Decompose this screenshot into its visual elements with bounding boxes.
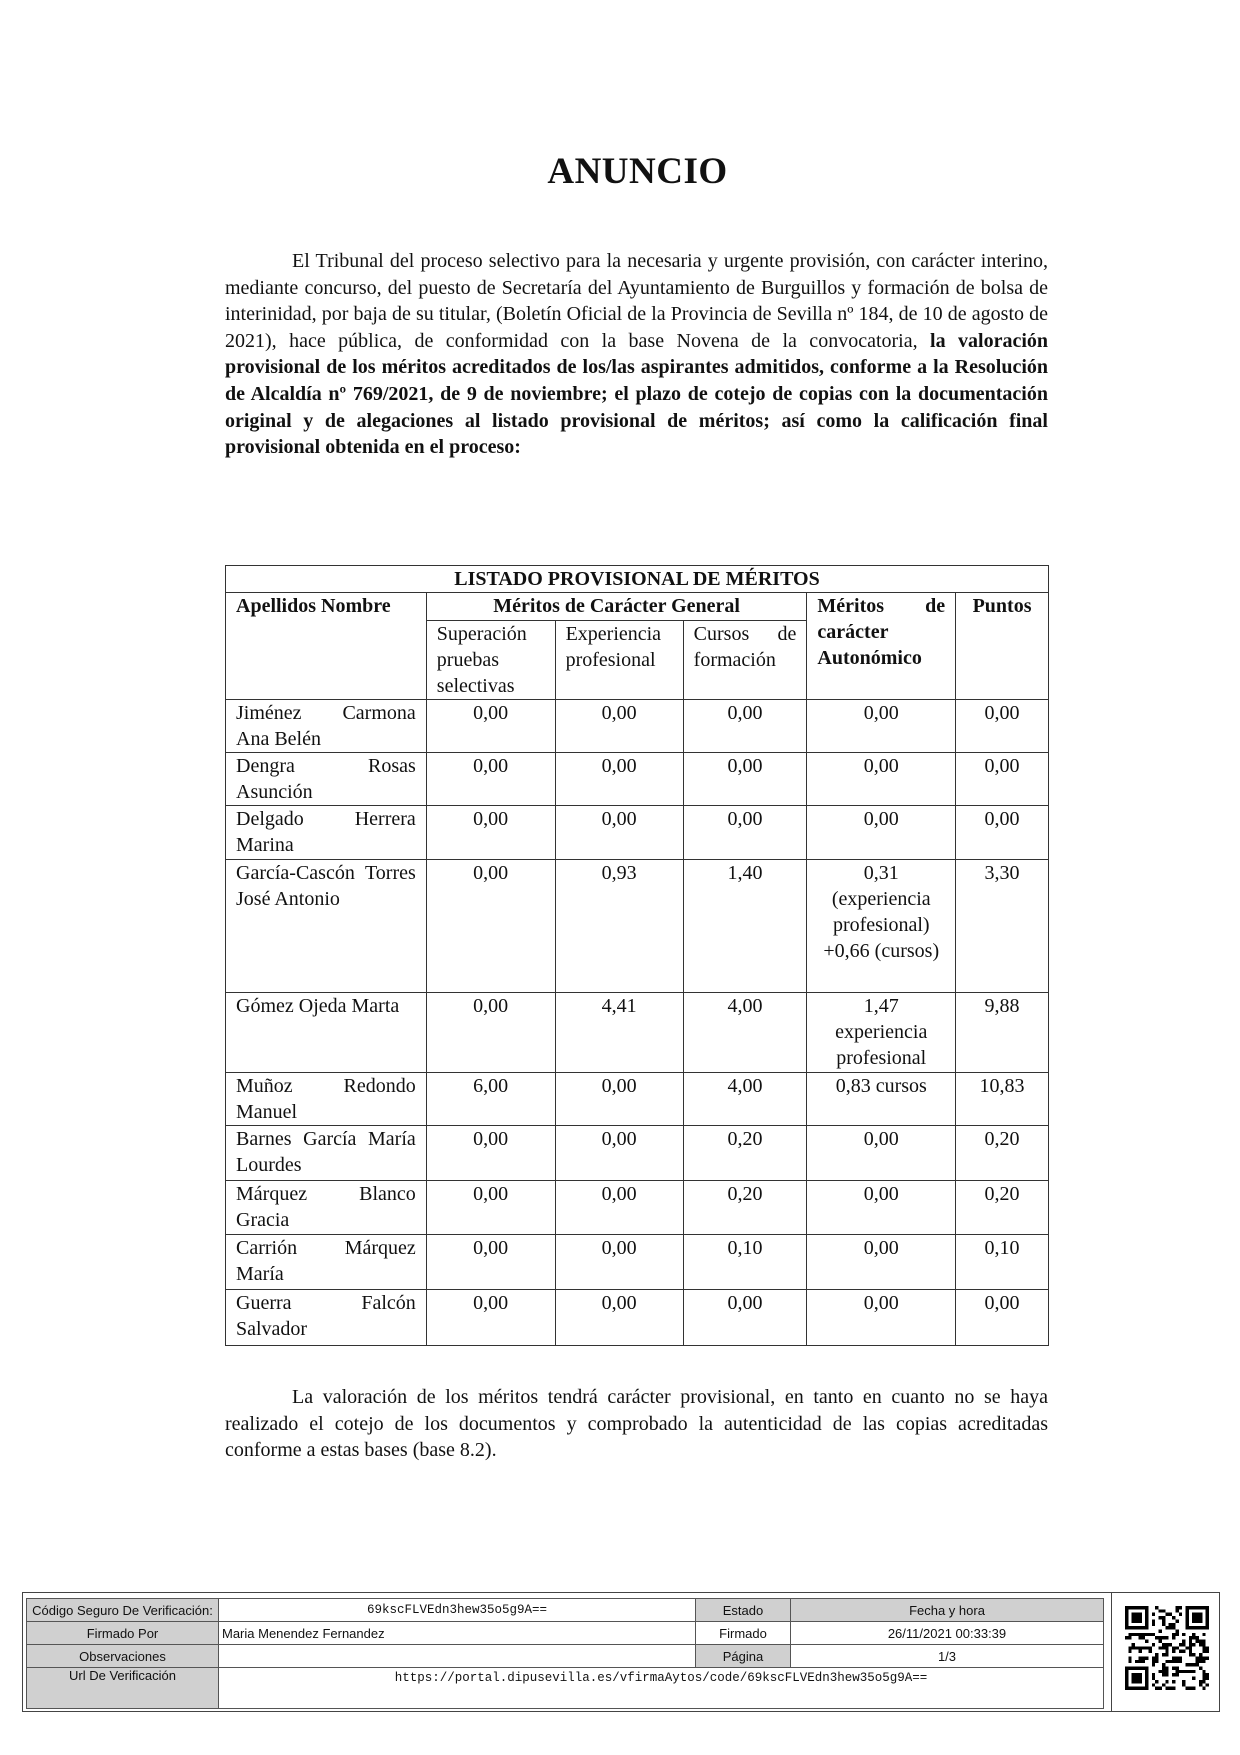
cell-puntos: 0,00: [956, 753, 1049, 806]
cell-name: Barnes García María Lourdes: [226, 1126, 427, 1181]
cell-autonomico: 0,31 (experiencia profesional) +0,66 (cursos): [807, 860, 956, 993]
cell-cursos: 4,00: [683, 1073, 807, 1126]
cell-name: Delgado Herrera Marina: [226, 806, 427, 860]
cell-superacion: 0,00: [426, 1181, 555, 1235]
cell-puntos: 0,10: [956, 1235, 1049, 1290]
observaciones-label: Observaciones: [27, 1645, 219, 1668]
cell-name: Carrión Márquez María: [226, 1235, 427, 1290]
cell-superacion: 0,00: [426, 700, 555, 753]
cell-name: Guerra Falcón Salvador: [226, 1290, 427, 1346]
intro-paragraph: [225, 248, 1048, 461]
intro-plain-text: El Tribunal del proceso selectivo para la necesaria y urgente provisión, con carácter interino, mediante concurso, del puesto de Secretaría del Ayuntamiento de Burguillos y formación de bolsa de interinidad, por baja de su titular, (Boletín Oficial de la Provincia de Sevilla nº 184, de 10 de agosto de 2021), hace pública, de conformidad con la base Novena de la convocatoria,: [225, 250, 1048, 352]
cell-name: Dengra Rosas Asunción: [226, 753, 427, 806]
table-row: [226, 753, 1049, 806]
cell-cursos: 0,00: [683, 806, 807, 860]
table-row: [226, 993, 1049, 1073]
cell-experiencia: 0,00: [555, 1181, 683, 1235]
table-row: [226, 1235, 1049, 1290]
cell-name: Márquez Blanco Gracia: [226, 1181, 427, 1235]
cell-puntos: 0,00: [956, 806, 1049, 860]
cell-name: Gómez Ojeda Marta: [226, 993, 427, 1073]
table-row: [226, 1290, 1049, 1346]
table-row: [226, 860, 1049, 993]
header-points: Puntos: [956, 593, 1049, 700]
verification-table: [26, 1598, 1104, 1709]
table-row: [226, 1073, 1049, 1126]
cell-puntos: 3,30: [956, 860, 1049, 993]
closing-text: La valoración de los méritos tendrá carácter provisional, en tanto en cuanto no se haya realizado el cotejo de los documentos y comprobado la autenticidad de las copias acreditadas conforme a estas bases (base 8.2).: [225, 1386, 1048, 1462]
estado-value: Firmado: [696, 1622, 791, 1645]
cell-experiencia: 0,00: [555, 1126, 683, 1181]
cell-cursos: 1,40: [683, 860, 807, 993]
cell-puntos: 0,00: [956, 1290, 1049, 1346]
csv-label: Código Seguro De Verificación:: [27, 1599, 219, 1622]
cell-puntos: 0,20: [956, 1126, 1049, 1181]
firmado-por-value: Maria Menendez Fernandez: [219, 1622, 696, 1645]
page-title: ANUNCIO: [547, 151, 728, 192]
cell-puntos: 9,88: [956, 993, 1049, 1073]
cell-experiencia: 0,00: [555, 806, 683, 860]
cell-autonomico: 1,47 experiencia profesional: [807, 993, 956, 1073]
cell-autonomico: 0,00: [807, 1181, 956, 1235]
header-cursos: Cursos de formación: [683, 621, 807, 700]
table-title: LISTADO PROVISIONAL DE MÉRITOS: [226, 566, 1049, 593]
table-row: [226, 806, 1049, 860]
cell-experiencia: 0,00: [555, 1235, 683, 1290]
cell-superacion: 0,00: [426, 860, 555, 993]
url-value[interactable]: https://portal.dipusevilla.es/vfirmaAytos/code/69kscFLVEdn3hew35o5g9A==: [219, 1668, 1104, 1709]
cell-name: Muñoz Redondo Manuel: [226, 1073, 427, 1126]
cell-cursos: 0,00: [683, 700, 807, 753]
cell-autonomico: 0,00: [807, 1235, 956, 1290]
estado-label: Estado: [696, 1599, 791, 1622]
cell-experiencia: 4,41: [555, 993, 683, 1073]
cell-cursos: 0,00: [683, 1290, 807, 1346]
url-label: Url De Verificación: [27, 1668, 219, 1709]
firmado-por-label: Firmado Por: [27, 1622, 219, 1645]
cell-superacion: 0,00: [426, 1235, 555, 1290]
closing-paragraph: [225, 1384, 1048, 1464]
cell-autonomico: 0,00: [807, 1126, 956, 1181]
cell-name: García-Cascón Torres José Antonio: [226, 860, 427, 993]
cell-cursos: 0,20: [683, 1181, 807, 1235]
cell-experiencia: 0,00: [555, 1290, 683, 1346]
cell-autonomico: 0,00: [807, 1290, 956, 1346]
cell-puntos: 0,20: [956, 1181, 1049, 1235]
header-general-group: Méritos de Carácter General: [426, 593, 807, 621]
header-autonomico: Méritos de carácter Autonómico: [807, 593, 956, 700]
cell-superacion: 0,00: [426, 753, 555, 806]
table-row: [226, 1126, 1049, 1181]
header-superacion: Superación pruebas selectivas: [426, 621, 555, 700]
cell-cursos: 0,00: [683, 753, 807, 806]
cell-autonomico: 0,00: [807, 700, 956, 753]
cell-experiencia: 0,93: [555, 860, 683, 993]
fecha-value: 26/11/2021 00:33:39: [791, 1622, 1104, 1645]
cell-name: Jiménez Carmona Ana Belén: [226, 700, 427, 753]
qr-code-container: [1111, 1593, 1220, 1711]
header-name: Apellidos Nombre: [226, 593, 427, 700]
cell-autonomico: 0,83 cursos: [807, 1073, 956, 1126]
cell-autonomico: 0,00: [807, 806, 956, 860]
cell-superacion: 0,00: [426, 1126, 555, 1181]
pagina-value: 1/3: [791, 1645, 1104, 1668]
cell-puntos: 10,83: [956, 1073, 1049, 1126]
csv-value: 69kscFLVEdn3hew35o5g9A==: [219, 1599, 696, 1622]
cell-cursos: 0,10: [683, 1235, 807, 1290]
pagina-label: Página: [696, 1645, 791, 1668]
observaciones-value: [219, 1645, 696, 1668]
cell-superacion: 6,00: [426, 1073, 555, 1126]
merits-table: [225, 565, 1049, 1346]
cell-experiencia: 0,00: [555, 753, 683, 806]
cell-superacion: 0,00: [426, 993, 555, 1073]
cell-autonomico: 0,00: [807, 753, 956, 806]
table-row: [226, 1181, 1049, 1235]
qr-code-icon: [1125, 1605, 1209, 1691]
cell-experiencia: 0,00: [555, 1073, 683, 1126]
cell-cursos: 0,20: [683, 1126, 807, 1181]
cell-superacion: 0,00: [426, 1290, 555, 1346]
table-row: [226, 700, 1049, 753]
cell-cursos: 4,00: [683, 993, 807, 1073]
fecha-label: Fecha y hora: [791, 1599, 1104, 1622]
cell-puntos: 0,00: [956, 700, 1049, 753]
cell-experiencia: 0,00: [555, 700, 683, 753]
verification-footer: [22, 1592, 1220, 1712]
intro-bold-text: la valoración provisional de los méritos acreditados de los/las aspirantes admitidos, conforme a la Resolución de Alcaldía nº 769/2021, de 9 de noviembre; el plazo de cotejo de copias con la documentación original y de alegaciones al listado provisional de méritos; así como la calificación final provisional obtenida en el proceso:: [225, 329, 1049, 459]
header-experiencia: Experiencia profesional: [555, 621, 683, 700]
cell-superacion: 0,00: [426, 806, 555, 860]
